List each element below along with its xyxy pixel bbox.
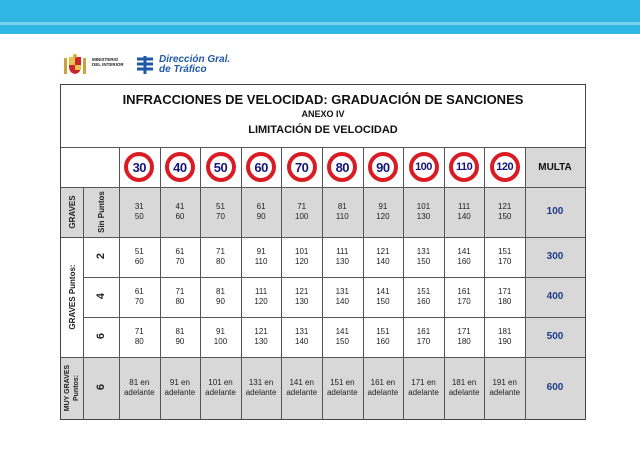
range-from: 191 en [492, 378, 517, 387]
range-to: 140 [335, 297, 349, 306]
section-subtitle: LIMITACIÓN DE VELOCIDAD [248, 124, 398, 136]
range-to: 130 [416, 212, 431, 221]
row-divider [83, 317, 585, 318]
range-to: adelante [123, 388, 155, 397]
fine-amount: 600 [546, 382, 564, 393]
speed-range-cell [200, 378, 241, 398]
range-from: 81 en [129, 378, 150, 387]
speed-range-cell [200, 327, 241, 347]
range-from: 141 [376, 287, 390, 296]
range-to: 150 [335, 337, 349, 346]
range-to: 50 [134, 212, 144, 221]
range-from: 121 [498, 202, 512, 211]
speed-range-cell [119, 202, 160, 222]
table-top-border [61, 147, 585, 148]
range-from: 151 en [330, 378, 355, 387]
range-from: 91 [256, 247, 266, 256]
range-from: 161 en [370, 378, 396, 387]
speed-limit-sign-40-icon: 40 [165, 152, 195, 182]
points-value: 4 [95, 292, 107, 300]
range-to: adelante [408, 388, 439, 397]
ministry-logo [62, 52, 132, 78]
range-from: 121 [254, 327, 268, 336]
speed-limit-sign-100-icon: 100 [409, 152, 439, 182]
range-from: 81 [337, 202, 347, 211]
speed-range-cell [444, 327, 485, 347]
speed-range-cell [484, 202, 525, 222]
range-to: adelante [448, 388, 480, 397]
range-to: 90 [256, 212, 266, 221]
range-from: 91 [378, 202, 388, 211]
range-to: 160 [376, 337, 390, 346]
range-from: 131 [416, 247, 431, 256]
speed-range-cell [484, 327, 525, 347]
range-to: 150 [498, 212, 512, 221]
dgt-logo [135, 52, 245, 78]
range-from: 41 [175, 202, 185, 211]
speed-range-cell [160, 247, 201, 267]
range-from: 131 en [248, 378, 274, 387]
range-to: 130 [295, 297, 309, 306]
range-to: 170 [416, 337, 431, 346]
graves-label: GRAVES [67, 195, 77, 229]
fine-amount: 100 [546, 206, 564, 217]
range-from: 151 [498, 247, 512, 256]
range-from: 151 [416, 287, 431, 296]
speed-range-cell [322, 247, 363, 267]
column-divider [525, 147, 526, 419]
range-from: 71 [134, 327, 144, 336]
speed-range-cell [160, 287, 201, 307]
speed-range-cell [241, 202, 282, 222]
range-from: 81 [216, 287, 225, 296]
sanctions-sheet [60, 84, 586, 420]
speed-limit-sign-30-icon: 30 [124, 152, 154, 182]
speed-range-cell [281, 247, 322, 267]
range-to: 140 [376, 257, 390, 266]
range-to: 70 [175, 257, 185, 266]
range-to: 170 [457, 297, 471, 306]
speed-range-cell [281, 287, 322, 307]
range-from: 71 [175, 287, 185, 296]
sanctions-table [61, 147, 585, 419]
range-from: 121 [295, 287, 309, 296]
range-to: 60 [175, 212, 185, 221]
range-from: 51 [134, 247, 144, 256]
range-to: 60 [134, 257, 144, 266]
range-to: 120 [376, 212, 390, 221]
speed-range-cell [363, 327, 404, 347]
range-to: 110 [254, 257, 268, 266]
speed-limit-sign-120-icon: 120 [490, 152, 520, 182]
range-to: adelante [245, 388, 277, 397]
speed-range-cell [403, 327, 444, 347]
speed-limit-sign-70-icon: 70 [287, 152, 317, 182]
range-to: 100 [295, 212, 309, 221]
range-from: 91 en [169, 378, 190, 387]
range-from: 141 [335, 327, 349, 336]
range-to: 130 [335, 257, 349, 266]
speed-range-cell [160, 327, 201, 347]
speed-range-cell [241, 327, 282, 347]
speed-range-cell [403, 202, 444, 222]
range-to: 110 [335, 212, 349, 221]
speed-range-cell [160, 378, 201, 398]
speed-range-cell [363, 247, 404, 267]
points-value: 2 [95, 252, 107, 260]
ministry-text: MINISTERIO DEL INTERIOR [92, 57, 124, 67]
range-from: 101 [295, 247, 309, 256]
speed-range-cell [484, 287, 525, 307]
range-to: adelante [286, 388, 318, 397]
speed-range-cell [444, 378, 485, 398]
speed-limit-sign-90-icon: 90 [368, 152, 398, 182]
range-to: adelante [326, 388, 358, 397]
sin-puntos-label: Sin Puntos [96, 191, 106, 233]
range-from: 131 [295, 327, 309, 336]
range-to: adelante [164, 388, 196, 397]
range-to: 180 [457, 337, 471, 346]
range-to: adelante [367, 388, 399, 397]
range-to: 120 [254, 297, 268, 306]
range-to: 150 [416, 257, 431, 266]
speed-range-cell [200, 247, 241, 267]
speed-range-cell [119, 247, 160, 267]
speed-range-cell [363, 202, 404, 222]
range-to: 170 [498, 257, 512, 266]
graves-puntos-label: GRAVES Puntos: [67, 264, 77, 330]
speed-range-cell [322, 202, 363, 222]
range-to: 180 [498, 297, 512, 306]
annex-label: ANEXO IV [301, 109, 345, 119]
range-from: 51 [216, 202, 225, 211]
range-to: 80 [134, 337, 144, 346]
range-from: 91 [216, 327, 225, 336]
coat-of-arms-icon [64, 54, 86, 76]
speed-range-cell [444, 202, 485, 222]
speed-limit-sign-110-icon: 110 [449, 152, 479, 182]
range-from: 81 [175, 327, 185, 336]
range-to: 160 [416, 297, 431, 306]
speed-range-cell [403, 378, 444, 398]
range-to: adelante [205, 388, 236, 397]
range-from: 181 [498, 327, 512, 336]
range-from: 171 [457, 327, 471, 336]
speed-range-cell [403, 287, 444, 307]
dgt-emblem-icon [135, 54, 155, 76]
range-from: 111 [255, 287, 268, 296]
fine-amount: 500 [546, 331, 564, 342]
range-to: 160 [457, 257, 471, 266]
range-from: 161 [457, 287, 471, 296]
speed-range-cell [281, 327, 322, 347]
speed-range-cell [281, 378, 322, 398]
speed-range-cell [200, 287, 241, 307]
speed-range-cell [363, 378, 404, 398]
speed-range-cell [322, 327, 363, 347]
banner-stripe [0, 22, 640, 25]
points-value: 6 [95, 332, 107, 340]
speed-range-cell [484, 247, 525, 267]
muy-graves-label: MUY GRAVES Puntos: [64, 364, 80, 412]
range-from: 61 [256, 202, 266, 211]
fine-amount: 300 [546, 251, 564, 262]
speed-limit-sign-50-icon: 50 [206, 152, 236, 182]
range-from: 101 en [208, 378, 233, 387]
speed-range-cell [241, 247, 282, 267]
range-from: 131 [335, 287, 349, 296]
range-from: 61 [134, 287, 144, 296]
speed-range-cell [241, 378, 282, 398]
range-to: 80 [216, 257, 225, 266]
row-divider [61, 237, 585, 238]
range-to: 100 [213, 337, 228, 346]
speed-range-cell [119, 287, 160, 307]
range-from: 61 [175, 247, 185, 256]
speed-range-cell [444, 287, 485, 307]
range-to: 140 [295, 337, 309, 346]
range-from: 171 [498, 287, 512, 296]
range-from: 171 en [411, 378, 436, 387]
range-to: 150 [376, 297, 390, 306]
range-to: 80 [175, 297, 185, 306]
speed-limit-sign-80-icon: 80 [327, 152, 357, 182]
dgt-line-1: Dirección Gral. [159, 54, 231, 65]
range-to: 70 [134, 297, 144, 306]
speed-range-cell [484, 378, 525, 398]
range-from: 31 [134, 202, 144, 211]
speed-range-cell [241, 287, 282, 307]
fine-amount: 400 [546, 291, 564, 302]
points-value: 6 [95, 383, 107, 391]
row-divider [61, 357, 585, 358]
speed-range-cell [363, 287, 404, 307]
range-from: 141 en [289, 378, 314, 387]
speed-range-cell [160, 202, 201, 222]
range-to: 140 [457, 212, 471, 221]
range-from: 71 [216, 247, 225, 256]
range-from: 121 [376, 247, 390, 256]
speed-limit-sign-60-icon: 60 [246, 152, 276, 182]
range-from: 111 [458, 202, 471, 211]
range-from: 181 en [451, 378, 477, 387]
range-from: 111 [336, 247, 349, 256]
speed-range-cell [119, 327, 160, 347]
range-to: adelante [489, 388, 521, 397]
speed-range-cell [403, 247, 444, 267]
row-divider [61, 187, 585, 188]
range-to: 70 [216, 212, 225, 221]
row-divider [83, 277, 585, 278]
range-to: 90 [175, 337, 185, 346]
speed-range-cell [322, 287, 363, 307]
speed-range-cell [444, 247, 485, 267]
dgt-line-2: de Tráfico [159, 64, 207, 75]
speed-range-cell [200, 202, 241, 222]
speed-range-cell [119, 378, 160, 398]
dgt-name [159, 55, 230, 75]
multa-header: MULTA [538, 162, 572, 173]
range-to: 130 [254, 337, 268, 346]
speed-range-cell [281, 202, 322, 222]
range-from: 71 [297, 202, 307, 211]
range-to: 120 [295, 257, 309, 266]
range-from: 151 [376, 327, 390, 336]
range-from: 101 [416, 202, 431, 211]
top-banner [0, 0, 640, 34]
speed-range-cell [322, 378, 363, 398]
range-from: 141 [457, 247, 471, 256]
page-title: INFRACCIONES DE VELOCIDAD: GRADUACIÓN DE SANCIONES [122, 92, 524, 107]
range-from: 161 [416, 327, 431, 336]
range-to: 90 [216, 297, 225, 306]
range-to: 190 [498, 337, 512, 346]
